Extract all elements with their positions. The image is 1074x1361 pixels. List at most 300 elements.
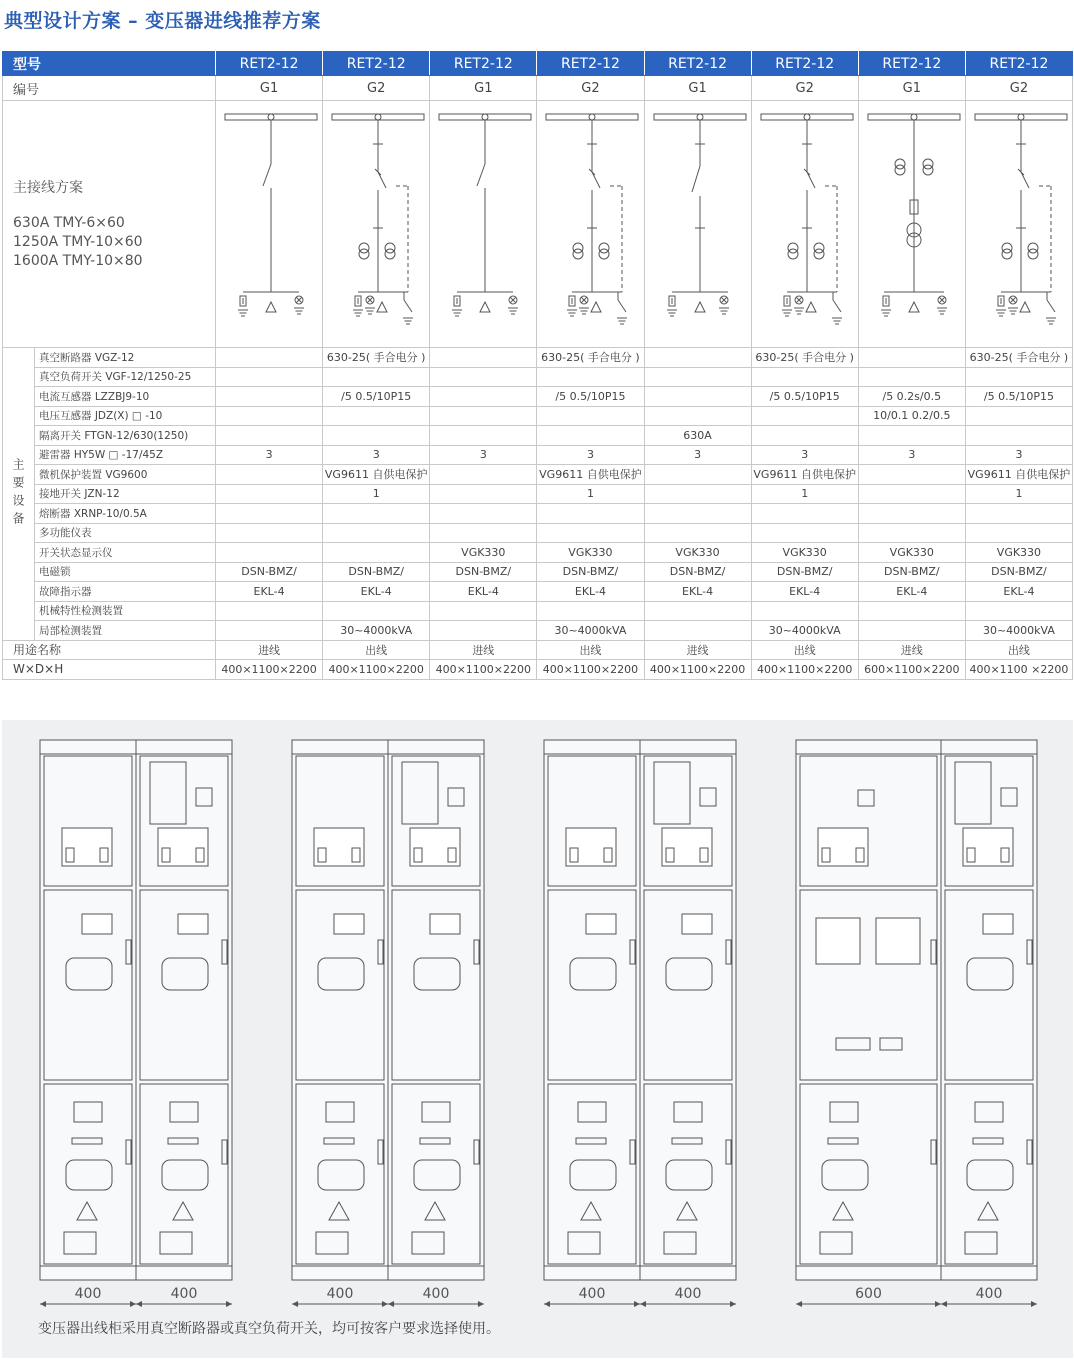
bus-connection-symbol <box>804 114 810 120</box>
device-value: 10/0.1 0.2/0.5 <box>858 406 965 426</box>
device-value: 3 <box>537 445 644 465</box>
device-value: EKL-4 <box>216 582 323 602</box>
device-value <box>216 543 323 563</box>
device-value: 630A <box>644 426 751 446</box>
device-value: EKL-4 <box>965 582 1072 602</box>
device-value <box>751 504 858 524</box>
model-cell: RET2-12 <box>858 52 965 76</box>
bus-connection-symbol <box>375 114 381 120</box>
device-value <box>858 484 965 504</box>
device-value <box>965 367 1072 387</box>
dimension-arrow <box>478 1301 484 1307</box>
mechanism-panel <box>662 828 712 866</box>
device-value <box>644 484 751 504</box>
device-name: 真空断路器 VGZ-12 <box>35 348 216 368</box>
status-display <box>586 914 616 934</box>
cable-termination-symbol <box>909 302 919 312</box>
current-transformer-symbol <box>573 243 583 253</box>
dimension-label: W×D×H <box>3 660 216 680</box>
device-value: 1 <box>751 484 858 504</box>
schematic-diagram <box>753 106 857 342</box>
dimension-arrow <box>292 1301 298 1307</box>
schematic-cell <box>537 101 644 348</box>
device-value <box>858 504 965 524</box>
schematic-diagram <box>860 106 964 342</box>
main-wiring-row <box>3 101 1073 348</box>
device-value: VG9611 自供电保护 <box>965 465 1072 485</box>
cabinet-width-label: 400 <box>578 1286 606 1302</box>
schematic-line <box>378 172 386 188</box>
schematic-cell <box>644 101 751 348</box>
scheme-table <box>2 51 1073 680</box>
cabinet-width-label: 400 <box>74 1286 102 1302</box>
device-value: 3 <box>430 445 537 465</box>
device-row <box>3 445 1073 465</box>
dimension-arrow <box>1031 1301 1037 1307</box>
cabinet-width-label: 400 <box>170 1286 198 1302</box>
current-transformer-symbol <box>923 159 933 169</box>
busbar-spec: 1250A TMY-10×60 <box>13 234 143 250</box>
device-value: EKL-4 <box>644 582 751 602</box>
device-name: 接地开关 JZN-12 <box>35 484 216 504</box>
use-cell: 进线 <box>858 640 965 660</box>
dimension-cell: 400×1100×2200 <box>323 660 430 680</box>
dimension-arrow <box>640 1301 646 1307</box>
device-value: VGK330 <box>430 543 537 563</box>
device-row <box>3 601 1073 621</box>
device-value <box>965 426 1072 446</box>
device-name: 电压互感器 JDZ(X) □ -10 <box>35 406 216 426</box>
model-label: 型号 <box>3 52 216 76</box>
model-cell: RET2-12 <box>751 52 858 76</box>
device-value <box>430 621 537 641</box>
dimension-arrow <box>130 1301 136 1307</box>
dimension-arrow <box>796 1301 802 1307</box>
cabinet-width-label: 400 <box>422 1286 450 1302</box>
code-cell: G1 <box>216 76 323 101</box>
status-display <box>178 914 208 934</box>
dimension-arrow <box>40 1301 46 1307</box>
device-value <box>537 504 644 524</box>
device-value <box>430 367 537 387</box>
device-value: 1 <box>965 484 1072 504</box>
device-value <box>644 367 751 387</box>
cable-termination-symbol <box>1020 302 1030 312</box>
device-row <box>3 348 1073 368</box>
device-row <box>3 543 1073 563</box>
model-cell: RET2-12 <box>644 52 751 76</box>
device-value <box>751 367 858 387</box>
device-value <box>323 367 430 387</box>
device-value <box>323 406 430 426</box>
schematic-cell <box>430 101 537 348</box>
device-value <box>430 523 537 543</box>
schematic-diagram <box>217 106 321 342</box>
device-value <box>644 465 751 485</box>
dimension-cell: 400×1100×2200 <box>751 660 858 680</box>
current-transformer-symbol <box>1028 249 1038 259</box>
device-value: 3 <box>644 445 751 465</box>
current-transformer-symbol <box>385 249 395 259</box>
current-transformer-symbol <box>599 249 609 259</box>
device-name: 机械特性检测装置 <box>35 601 216 621</box>
dimension-arrow <box>388 1301 394 1307</box>
device-value: DSN-BMZ/ <box>858 562 965 582</box>
schematic-cell <box>751 101 858 348</box>
use-cell: 进线 <box>430 640 537 660</box>
current-transformer-symbol <box>359 243 369 253</box>
schematic-diagram <box>538 106 642 342</box>
device-value: /5 0.2s/0.5 <box>858 387 965 407</box>
current-transformer-symbol <box>923 165 933 175</box>
device-value: 3 <box>965 445 1072 465</box>
current-transformer-symbol <box>359 249 369 259</box>
device-value: 30~4000kVA <box>537 621 644 641</box>
busbar-spec: 1600A TMY-10×80 <box>13 253 143 269</box>
device-value: EKL-4 <box>858 582 965 602</box>
bus-connection-symbol <box>911 114 917 120</box>
device-value <box>216 484 323 504</box>
dimension-cell: 400×1100×2200 <box>537 660 644 680</box>
cable-termination-symbol <box>377 302 387 312</box>
dimension-cell: 400×1100 ×2200 <box>965 660 1072 680</box>
current-transformer-symbol <box>788 249 798 259</box>
current-transformer-symbol <box>1002 243 1012 253</box>
schematic-line <box>807 172 815 188</box>
schematic-line <box>263 164 271 186</box>
dimension-arrow <box>226 1301 232 1307</box>
device-group-label: 主要设备 <box>3 348 35 641</box>
mechanism-panel <box>566 828 616 866</box>
schematic-line <box>833 300 841 312</box>
device-name: 电流互感器 LZZBJ9-10 <box>35 387 216 407</box>
code-cell: G1 <box>430 76 537 101</box>
device-value: DSN-BMZ/ <box>216 562 323 582</box>
model-cell: RET2-12 <box>323 52 430 76</box>
device-value <box>216 621 323 641</box>
device-name: 多功能仪表 <box>35 523 216 543</box>
device-value: EKL-4 <box>430 582 537 602</box>
cabinet-frame <box>40 740 136 1280</box>
device-value <box>537 426 644 446</box>
status-display <box>682 914 712 934</box>
dimension-cell: 400×1100×2200 <box>216 660 323 680</box>
schematic-cell <box>965 101 1072 348</box>
schematic-line <box>618 300 626 312</box>
device-value: DSN-BMZ/ <box>644 562 751 582</box>
device-value <box>644 621 751 641</box>
current-transformer-symbol <box>895 165 905 175</box>
device-value <box>644 504 751 524</box>
cable-termination-symbol <box>695 302 705 312</box>
device-name: 微机保护装置 VG9600 <box>35 465 216 485</box>
device-row <box>3 484 1073 504</box>
device-row <box>3 426 1073 446</box>
use-cell: 出线 <box>751 640 858 660</box>
dimension-arrow <box>544 1301 550 1307</box>
code-cell: G2 <box>323 76 430 101</box>
device-value: VGK330 <box>751 543 858 563</box>
device-value <box>430 348 537 368</box>
device-value <box>430 601 537 621</box>
schematic-line <box>1047 300 1055 312</box>
device-value <box>216 348 323 368</box>
current-transformer-symbol <box>1002 249 1012 259</box>
dimension-arrow <box>730 1301 736 1307</box>
device-name: 熔断器 XRNP-10/0.5A <box>35 504 216 524</box>
device-row <box>3 523 1073 543</box>
use-cell: 进线 <box>216 640 323 660</box>
code-cell: G2 <box>751 76 858 101</box>
dimension-cell: 400×1100×2200 <box>430 660 537 680</box>
current-transformer-symbol <box>1028 243 1038 253</box>
device-value <box>537 367 644 387</box>
main-wiring-label-cell <box>3 101 216 348</box>
device-value: DSN-BMZ/ <box>965 562 1072 582</box>
bus-connection-symbol <box>697 114 703 120</box>
cabinet-width-label: 400 <box>674 1286 702 1302</box>
mechanism-panel <box>963 828 1013 866</box>
use-cell: 出线 <box>537 640 644 660</box>
status-display <box>82 914 112 934</box>
mechanism-panel <box>818 828 868 866</box>
device-value <box>858 601 965 621</box>
device-value <box>751 523 858 543</box>
device-row <box>3 387 1073 407</box>
device-value <box>644 387 751 407</box>
code-cell: G1 <box>644 76 751 101</box>
device-value <box>965 601 1072 621</box>
device-value: DSN-BMZ/ <box>430 562 537 582</box>
device-value: /5 0.5/10P15 <box>965 387 1072 407</box>
bus-connection-symbol <box>482 114 488 120</box>
device-value <box>323 523 430 543</box>
dimension-cell: 400×1100×2200 <box>644 660 751 680</box>
device-value <box>216 601 323 621</box>
device-value: /5 0.5/10P15 <box>751 387 858 407</box>
code-cell: G1 <box>858 76 965 101</box>
current-transformer-symbol <box>385 243 395 253</box>
cabinet-frame <box>796 740 941 1280</box>
device-row <box>3 465 1073 485</box>
device-value <box>965 523 1072 543</box>
device-value <box>216 406 323 426</box>
device-row <box>3 367 1073 387</box>
device-value <box>216 504 323 524</box>
device-value: 630-25( 手合电分 ) <box>323 348 430 368</box>
device-value <box>751 406 858 426</box>
schematic-cell <box>323 101 430 348</box>
current-transformer-symbol <box>895 159 905 169</box>
cabinet-width-label: 400 <box>326 1286 354 1302</box>
use-label: 用途名称 <box>3 640 216 660</box>
elevation-panel <box>2 720 1073 1358</box>
mechanism-panel <box>62 828 112 866</box>
main-wiring-label: 主接线方案 <box>13 180 83 196</box>
bus-connection-symbol <box>589 114 595 120</box>
use-cell: 出线 <box>323 640 430 660</box>
device-name: 避雷器 HY5W □ -17/45Z <box>35 445 216 465</box>
cable-termination-symbol <box>480 302 490 312</box>
bus-connection-symbol <box>1018 114 1024 120</box>
schematic-diagram <box>431 106 535 342</box>
cabinet-elevation-drawing <box>2 720 1073 1310</box>
device-value <box>216 387 323 407</box>
device-value <box>323 426 430 446</box>
use-row <box>3 640 1073 660</box>
device-value <box>858 465 965 485</box>
model-cell: RET2-12 <box>216 52 323 76</box>
device-value <box>430 406 537 426</box>
device-value: 630-25( 手合电分 ) <box>751 348 858 368</box>
device-value: /5 0.5/10P15 <box>323 387 430 407</box>
device-value <box>216 465 323 485</box>
device-value <box>216 523 323 543</box>
device-value: DSN-BMZ/ <box>323 562 430 582</box>
device-value <box>537 406 644 426</box>
mechanism-panel <box>314 828 364 866</box>
use-cell: 进线 <box>644 640 751 660</box>
device-value <box>216 367 323 387</box>
schematic-diagram <box>967 106 1071 342</box>
device-value <box>858 348 965 368</box>
device-value: 1 <box>537 484 644 504</box>
schematic-cell <box>216 101 323 348</box>
footnote: 变压器出线柜采用真空断路器或真空负荷开关，均可按客户要求选择使用。 <box>38 1321 500 1337</box>
dimension-arrow <box>382 1301 388 1307</box>
device-value: EKL-4 <box>323 582 430 602</box>
schematic-line <box>692 166 700 192</box>
device-value: EKL-4 <box>751 582 858 602</box>
model-cell: RET2-12 <box>537 52 644 76</box>
cabinet-width-label: 600 <box>855 1286 882 1302</box>
device-value: VGK330 <box>858 543 965 563</box>
device-value <box>751 426 858 446</box>
device-value: VGK330 <box>644 543 751 563</box>
device-value <box>644 348 751 368</box>
device-name: 局部检测装置 <box>35 621 216 641</box>
status-display <box>983 914 1013 934</box>
schematic-cell <box>858 101 965 348</box>
device-name: 开关状态显示仪 <box>35 543 216 563</box>
model-cell: RET2-12 <box>430 52 537 76</box>
cabinet-frame <box>544 740 640 1280</box>
device-value: VG9611 自供电保护 <box>751 465 858 485</box>
cabinet-frame <box>292 740 388 1280</box>
meter-box <box>816 918 860 964</box>
device-value <box>430 484 537 504</box>
code-cell: G2 <box>965 76 1072 101</box>
device-value <box>537 523 644 543</box>
device-value: 630-25( 手合电分 ) <box>537 348 644 368</box>
device-rows <box>3 348 1073 641</box>
device-row <box>3 582 1073 602</box>
device-value <box>430 504 537 524</box>
device-value <box>858 367 965 387</box>
device-value: 3 <box>323 445 430 465</box>
device-row <box>3 621 1073 641</box>
schematic-line <box>1021 172 1029 188</box>
code-cell: G2 <box>537 76 644 101</box>
device-value: DSN-BMZ/ <box>751 562 858 582</box>
device-value <box>858 621 965 641</box>
device-value <box>323 504 430 524</box>
device-value <box>430 387 537 407</box>
model-cell: RET2-12 <box>965 52 1072 76</box>
device-name: 隔离开关 FTGN-12/630(1250) <box>35 426 216 446</box>
code-label: 编号 <box>3 76 216 101</box>
device-row <box>3 406 1073 426</box>
device-value <box>644 523 751 543</box>
device-row <box>3 562 1073 582</box>
device-value <box>430 426 537 446</box>
device-value <box>858 426 965 446</box>
device-value <box>751 601 858 621</box>
device-value <box>644 406 751 426</box>
device-value <box>537 601 644 621</box>
device-value <box>644 601 751 621</box>
device-value: /5 0.5/10P15 <box>537 387 644 407</box>
mechanism-panel <box>158 828 208 866</box>
page-title: 典型设计方案 – 变压器进线推荐方案 <box>4 10 321 32</box>
device-name: 真空负荷开关 VGF-12/1250-25 <box>35 367 216 387</box>
device-value: 3 <box>858 445 965 465</box>
device-value: DSN-BMZ/ <box>537 562 644 582</box>
status-display <box>430 914 460 934</box>
bus-connection-symbol <box>268 114 274 120</box>
device-value: VG9611 自供电保护 <box>537 465 644 485</box>
device-value: 30~4000kVA <box>965 621 1072 641</box>
schematic-diagram <box>324 106 428 342</box>
device-value: EKL-4 <box>537 582 644 602</box>
device-value <box>858 523 965 543</box>
device-value: 3 <box>216 445 323 465</box>
device-value: VGK330 <box>537 543 644 563</box>
device-value: 1 <box>323 484 430 504</box>
current-transformer-symbol <box>788 243 798 253</box>
device-value <box>430 465 537 485</box>
device-value: 30~4000kVA <box>751 621 858 641</box>
device-value <box>323 601 430 621</box>
dimension-arrow <box>634 1301 640 1307</box>
device-value <box>216 426 323 446</box>
current-transformer-symbol <box>599 243 609 253</box>
device-value: 630-25( 手合电分 ) <box>965 348 1072 368</box>
schematic-line <box>477 164 485 186</box>
use-cell: 出线 <box>965 640 1072 660</box>
cable-termination-symbol <box>266 302 276 312</box>
meter-box <box>876 918 920 964</box>
cable-termination-symbol <box>591 302 601 312</box>
device-name: 故障指示器 <box>35 582 216 602</box>
device-value: 30~4000kVA <box>323 621 430 641</box>
mechanism-panel <box>410 828 460 866</box>
status-display <box>334 914 364 934</box>
current-transformer-symbol <box>573 249 583 259</box>
dimension-arrow <box>941 1301 947 1307</box>
device-value <box>965 406 1072 426</box>
device-value: 3 <box>751 445 858 465</box>
device-name: 电磁锁 <box>35 562 216 582</box>
code-row <box>3 76 1073 101</box>
device-value: VGK330 <box>965 543 1072 563</box>
schematic-line <box>404 300 412 312</box>
schematic-line <box>592 172 600 188</box>
dimension-cell: 600×1100×2200 <box>858 660 965 680</box>
schematic-diagram <box>646 106 750 342</box>
device-value: VG9611 自供电保护 <box>323 465 430 485</box>
model-row <box>3 52 1073 76</box>
